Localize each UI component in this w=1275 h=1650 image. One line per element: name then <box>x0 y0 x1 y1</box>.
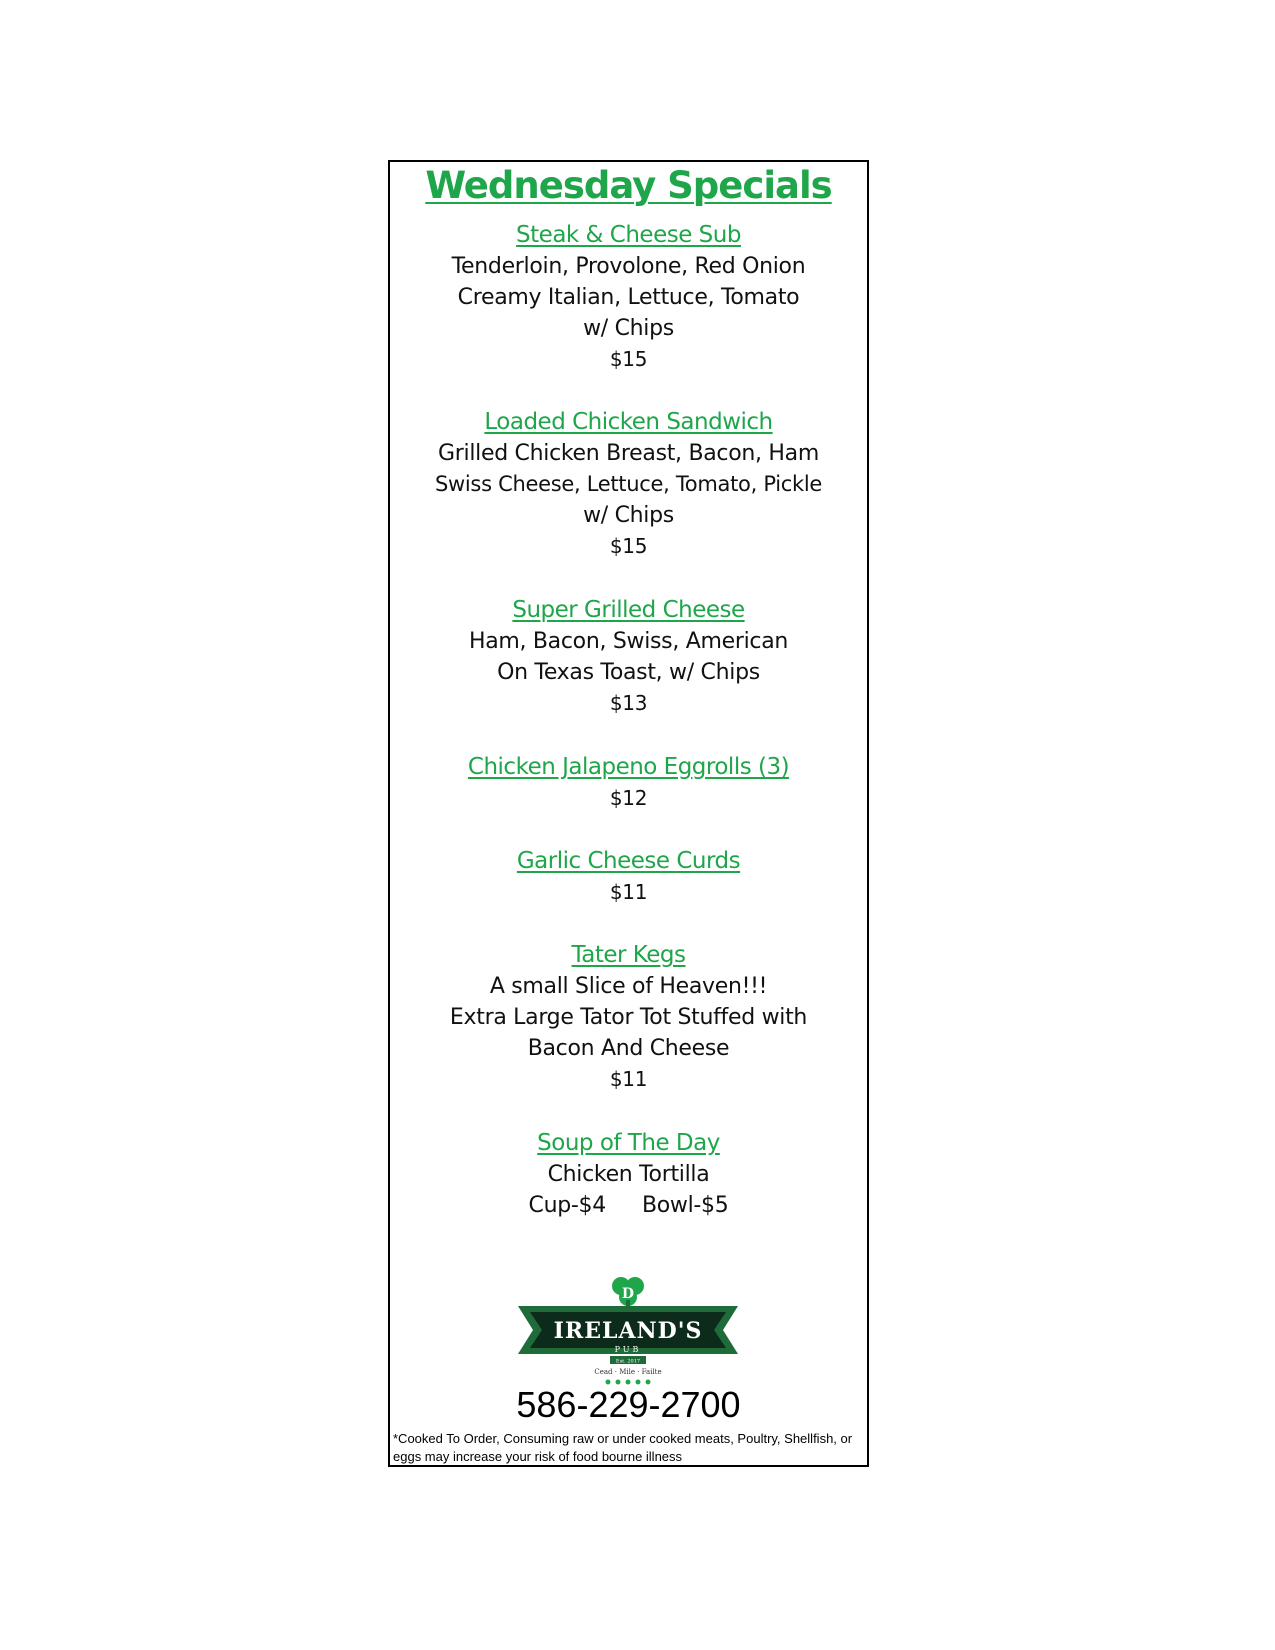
item-price: $15 <box>609 347 648 371</box>
item-name: Super Grilled Cheese <box>512 597 745 623</box>
item-name: Garlic Cheese Curds <box>516 848 741 874</box>
item-desc-line: Grilled Chicken Breast, Bacon, Ham <box>438 441 819 466</box>
bowl-price: Bowl-$5 <box>641 1193 729 1218</box>
old-english-d-icon: D <box>621 1286 635 1302</box>
cup-price: Cup-$4 <box>528 1193 606 1218</box>
menu-title: Wednesday Specials <box>425 164 832 207</box>
item-desc-line: On Texas Toast, w/ Chips <box>497 660 760 685</box>
item-desc-line: Swiss Cheese, Lettuce, Tomato, Pickle <box>434 472 823 496</box>
item-name: Steak & Cheese Sub <box>516 222 741 248</box>
phone-number: 586-229-2700 <box>516 1384 741 1425</box>
menu-card <box>388 160 869 1467</box>
item-name: Soup of The Day <box>537 1130 720 1156</box>
menu-item-garlic-cheese-curds <box>390 846 867 908</box>
irelands-pub-logo <box>518 1272 738 1387</box>
item-desc-line: Tenderloin, Provolone, Red Onion <box>451 254 806 279</box>
menu-item-super-grilled-cheese <box>390 595 867 719</box>
menu-item-chicken-jalapeno-eggrolls <box>390 752 867 814</box>
logo-name-text: IRELAND'S <box>553 1318 703 1344</box>
item-name: Tater Kegs <box>571 942 686 968</box>
menu-item-steak-cheese-sub <box>390 220 867 375</box>
item-name: Loaded Chicken Sandwich <box>484 409 773 435</box>
soup-prices <box>390 1190 867 1221</box>
item-price: $11 <box>609 1067 648 1091</box>
menu-item-loaded-chicken-sandwich <box>390 407 867 562</box>
disclaimer-text: *Cooked To Order, Consuming raw or under cooked meats, Poultry, Shellfish, or eggs may increase your risk of food bourne illness <box>393 1431 853 1464</box>
menu-item-soup-of-the-day <box>390 1128 867 1221</box>
item-price: $13 <box>609 691 648 715</box>
item-desc-line: A small Slice of Heaven!!! <box>489 974 768 999</box>
item-price: $15 <box>609 534 648 558</box>
menu-item-tater-kegs <box>390 940 867 1095</box>
item-price: $11 <box>609 880 648 904</box>
item-desc-line: Creamy Italian, Lettuce, Tomato <box>457 285 800 310</box>
logo-est-text: Est. 2017 <box>615 1358 641 1365</box>
logo-motto-text: Cead · Mile · Failte <box>594 1368 662 1376</box>
item-desc-line: w/ Chips <box>583 316 674 341</box>
logo-sub-text: PUB <box>614 1345 642 1354</box>
item-desc-line: Extra Large Tator Tot Stuffed with <box>449 1005 808 1030</box>
item-price: $12 <box>609 786 648 810</box>
item-name: Chicken Jalapeno Eggrolls (3) <box>467 754 790 780</box>
item-desc-line: Chicken Tortilla <box>547 1162 710 1187</box>
item-desc-line: w/ Chips <box>583 503 674 528</box>
item-desc-line: Bacon And Cheese <box>527 1036 730 1061</box>
item-desc-line: Ham, Bacon, Swiss, American <box>468 629 789 654</box>
